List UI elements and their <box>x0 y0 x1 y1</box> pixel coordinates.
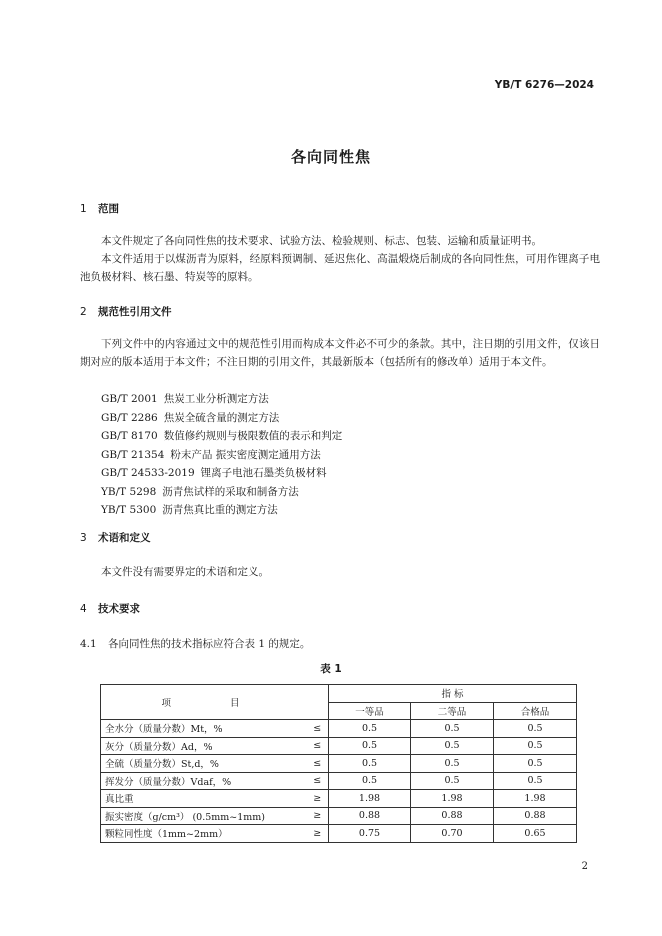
row-value: 0.5 <box>411 720 494 738</box>
row-value: 1.98 <box>494 790 577 808</box>
reference-code: GB/T 8170 <box>101 430 158 442</box>
table-row <box>101 790 577 808</box>
row-item: 颗粒同性度（1mm~2mm） <box>101 825 307 843</box>
row-value: 0.5 <box>411 772 494 790</box>
reference-title: 锂离子电池石墨类负极材料 <box>200 467 327 479</box>
reference-title: 数值修约规则与极限数值的表示和判定 <box>163 430 343 442</box>
reference-item <box>101 501 342 520</box>
section-title: 术语和定义 <box>98 532 151 544</box>
row-value: 0.88 <box>329 807 411 825</box>
row-value: 0.75 <box>329 825 411 843</box>
row-symbol: ≤ <box>307 755 329 773</box>
reference-item <box>101 483 342 502</box>
reference-code: GB/T 2286 <box>101 411 158 424</box>
reference-title: 焦炭工业分析测定方法 <box>163 393 269 405</box>
standard-code: YB/T 6276—2024 <box>494 79 594 91</box>
table-row <box>101 720 577 738</box>
row-symbol: ≤ <box>307 737 329 755</box>
row-value: 1.98 <box>411 790 494 808</box>
reference-title: 沥青焦真比重的测定方法 <box>162 504 278 516</box>
reference-item <box>101 464 342 483</box>
section-number: 4 <box>80 603 87 615</box>
row-value: 0.88 <box>494 807 577 825</box>
table-row <box>101 755 577 773</box>
row-item: 挥发分（质量分数）Vdaf，% <box>101 772 307 790</box>
reference-item <box>101 446 342 465</box>
table-caption: 表 1 <box>320 663 342 675</box>
page-number: 2 <box>581 861 588 872</box>
table-row <box>101 737 577 755</box>
row-symbol: ≤ <box>307 772 329 790</box>
row-value: 0.5 <box>329 772 411 790</box>
row-value: 0.5 <box>494 737 577 755</box>
row-value: 0.5 <box>411 737 494 755</box>
reference-title: 沥青焦试样的采取和制备方法 <box>162 485 299 498</box>
header-item: 项 目 <box>101 685 329 720</box>
row-value: 0.5 <box>329 737 411 755</box>
row-value: 0.70 <box>411 825 494 843</box>
table-row <box>101 772 577 790</box>
reference-code: GB/T 2001 <box>101 393 158 405</box>
grade-header: 二等品 <box>411 702 494 720</box>
table-header-row <box>101 685 577 703</box>
table-row <box>101 807 577 825</box>
section-1-heading <box>80 201 119 216</box>
document-title: 各向同性焦 <box>290 148 371 166</box>
reference-item <box>101 427 342 446</box>
row-value: 0.5 <box>329 720 411 738</box>
row-value: 0.88 <box>411 807 494 825</box>
row-value: 0.5 <box>494 755 577 773</box>
reference-code: YB/T 5300 <box>101 504 157 516</box>
section-title: 技术要求 <box>98 603 140 615</box>
section-number: 1 <box>80 203 87 215</box>
scope-paragraph-1: 本文件规定了各向同性焦的技术要求、试验方法、检验规则、标志、包装、运输和质量证明书。 <box>101 235 542 247</box>
section-title: 规范性引用文件 <box>98 306 172 318</box>
row-value: 1.98 <box>329 790 411 808</box>
reference-title: 焦炭全硫含量的测定方法 <box>163 411 280 424</box>
row-symbol: ≥ <box>307 825 329 843</box>
reference-item <box>101 390 342 409</box>
row-item: 真比重 <box>101 790 307 808</box>
reference-item <box>101 409 342 428</box>
row-item: 全水分（质量分数）Mt，% <box>101 720 307 738</box>
section-4-heading <box>80 601 140 616</box>
grade-header: 一等品 <box>329 702 411 720</box>
reference-code: YB/T 5298 <box>101 485 157 498</box>
section-number: 3 <box>80 532 87 544</box>
row-item: 振实密度（g/cm³） (0.5mm~1mm) <box>101 807 307 825</box>
row-item: 全硫（质量分数）St,d，% <box>101 755 307 773</box>
spec-table <box>100 684 577 843</box>
scope-paragraph-2: 本文件适用于以煤沥青为原料，经原料预调制、延迟焦化、高温煅烧后制成的各向同性焦，可用作锂离子电池负极材料、核石墨、特炭等的原料。 <box>80 253 600 283</box>
reference-list <box>101 390 342 520</box>
reference-code: GB/T 21354 <box>101 448 165 461</box>
row-symbol: ≤ <box>307 720 329 738</box>
section-2-heading <box>80 304 172 319</box>
table-row <box>101 825 577 843</box>
row-value: 0.5 <box>494 720 577 738</box>
row-value: 0.5 <box>494 772 577 790</box>
row-symbol: ≥ <box>307 790 329 808</box>
row-symbol: ≥ <box>307 807 329 825</box>
header-index: 指 标 <box>329 685 577 703</box>
clause-number: 4.1 <box>80 638 97 650</box>
reference-code: GB/T 24533-2019 <box>101 467 195 479</box>
row-item: 灰分（质量分数）Ad，% <box>101 737 307 755</box>
row-value: 0.5 <box>411 755 494 773</box>
section-number: 2 <box>80 306 87 318</box>
reference-title: 粉末产品 振实密度测定通用方法 <box>170 448 321 461</box>
grade-header: 合格品 <box>494 702 577 720</box>
clause-4-1 <box>80 636 310 651</box>
terms-paragraph: 本文件没有需要界定的术语和定义。 <box>101 566 269 578</box>
section-title: 范围 <box>98 203 119 215</box>
row-value: 0.65 <box>494 825 577 843</box>
clause-text: 各向同性焦的技术指标应符合表 1 的规定。 <box>108 638 311 650</box>
row-value: 0.5 <box>329 755 411 773</box>
section-3-heading <box>80 530 151 545</box>
refs-intro: 下列文件中的内容通过文中的规范性引用而构成本文件必不可少的条款。其中，注日期的引用文件，仅该日期对应的版本适用于本文件；不注日期的引用文件，其最新版本（包括所有的修改单）适用于本文件。 <box>80 338 600 368</box>
